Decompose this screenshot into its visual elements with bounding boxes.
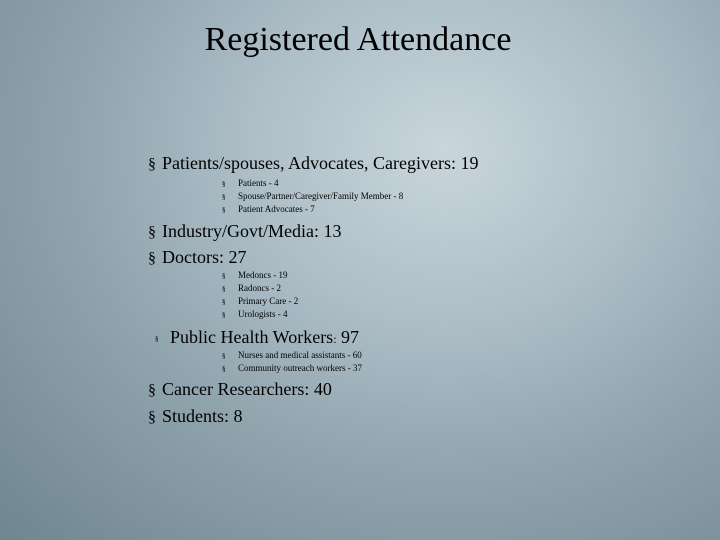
bullet-label: Students: 8 [162, 406, 243, 426]
sub-bullet-label: Medoncs - 19 [238, 270, 288, 280]
sub-bullet-icon: § [222, 298, 226, 306]
sub-bullet-label: Spouse/Partner/Caregiver/Family Member - 8 [238, 191, 404, 201]
sub-bullet-label: Patients - 4 [238, 178, 279, 188]
bullet-item-public-health [155, 326, 359, 350]
bullet-icon: § [148, 156, 156, 173]
sub-bullet-label: Urologists - 4 [238, 309, 288, 319]
sub-bullet-item [222, 282, 281, 295]
sub-bullet-icon: § [222, 193, 226, 201]
bullet-icon: § [148, 224, 156, 241]
sub-bullet-icon: § [222, 285, 226, 293]
bullet-label: Industry/Govt/Media: 13 [162, 221, 342, 241]
bullet-icon: § [155, 334, 159, 343]
sub-bullet-icon: § [222, 311, 226, 319]
slide-title: Registered Attendance [204, 21, 512, 58]
sub-bullet-icon: § [222, 272, 226, 280]
sub-bullet-item [222, 203, 315, 216]
bullet-item-doctors [148, 246, 247, 270]
bullet-icon: § [148, 382, 156, 399]
sub-bullet-item [222, 269, 288, 282]
bullet-icon: § [148, 250, 156, 267]
sub-bullet-item [222, 190, 403, 203]
bullet-item-industry [148, 220, 341, 244]
sub-bullet-icon: § [222, 365, 226, 373]
sub-bullet-label: Radoncs - 2 [238, 283, 281, 293]
bullet-item-patients [148, 152, 478, 176]
bullet-label: Cancer Researchers: 40 [162, 379, 332, 399]
sub-bullet-icon: § [222, 180, 226, 188]
bullet-label: Doctors: 27 [162, 247, 247, 267]
sub-bullet-icon: § [222, 206, 226, 214]
sub-bullet-label: Community outreach workers - 37 [238, 363, 362, 373]
sub-bullet-label: Nurses and medical assistants - 60 [238, 350, 362, 360]
bullet-label: Patients/spouses, Advocates, Caregivers: 19 [162, 153, 479, 173]
bullet-icon: § [148, 409, 156, 426]
bullet-label: Public Health Workers [170, 327, 334, 347]
bullet-label-colon: : [333, 332, 337, 346]
sub-bullet-item [222, 177, 279, 190]
sub-bullet-label: Patient Advocates - 7 [238, 204, 315, 214]
sub-bullet-label: Primary Care - 2 [238, 296, 299, 306]
sub-bullet-item [222, 349, 362, 362]
sub-bullet-item [222, 295, 298, 308]
bullet-label-value: 97 [336, 327, 360, 347]
bullet-item-students [148, 405, 243, 429]
sub-bullet-item [222, 308, 288, 321]
sub-bullet-item [222, 362, 362, 375]
bullet-item-researchers [148, 378, 332, 402]
sub-bullet-icon: § [222, 352, 226, 360]
